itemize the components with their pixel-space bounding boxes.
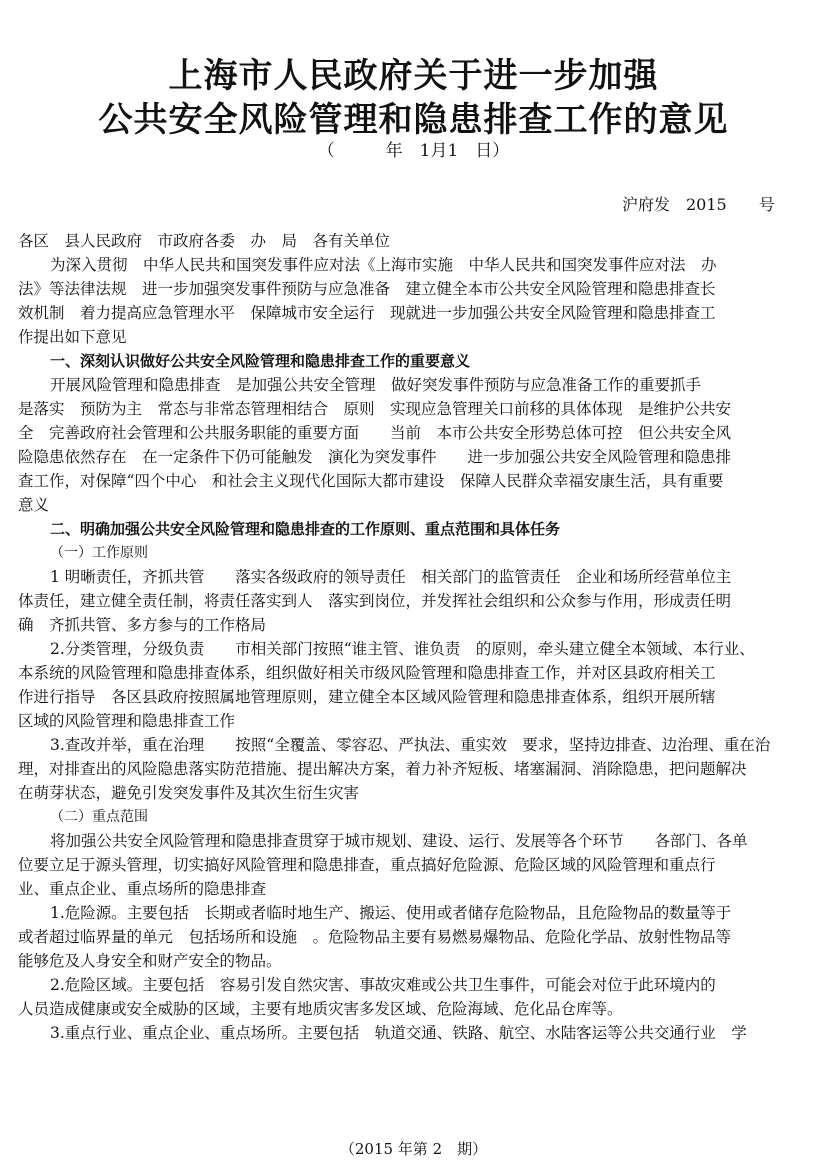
paragraph-line: 1 明晰责任，齐抓共管 落实各级政府的领导责任 相关部门的监管责任 企业和场所经营单位主	[50, 568, 732, 586]
title-line-2: 公共安全风险管理和隐患排查工作的意见	[98, 100, 729, 140]
addressee-line: 各区 县人民政府 市政府各委 办 局 各有关单位	[18, 232, 391, 250]
paragraph-line: 在萌芽状态，避免引发突发事件及其次生衍生灾害	[18, 784, 360, 802]
subsection-heading: （二）重点范围	[50, 809, 148, 825]
paragraph-line: 1.危险源。主要包括 长期或者临时地生产、搬运、使用或者储存危险物品，且危险物品的数量等于	[50, 904, 732, 922]
paragraph-line: 位要立足于源头管理，切实搞好风险管理和隐患排查，重点搞好危险源、危险区域的风险管理和重点行	[18, 856, 716, 874]
paragraph-line: 是落实 预防为主 常态与非常态管理相结合 原则 实现应急管理关口前移的具体体现 是维护公共安	[18, 400, 732, 418]
paragraph-line: 效机制 着力提高应急管理水平 保障城市安全运行 现就进一步加强公共安全风险管理和隐患排查工	[18, 304, 716, 322]
paragraph-line: 开展风险管理和隐患排查 是加强公共安全管理 做好突发事件预防与应急准备工作的重要抓手	[50, 376, 702, 394]
paragraph-line: 或者超过临界量的单元 包括场所和设施 。危险物品主要有易燃易爆物品、危险化学品、放射性物品等	[18, 928, 732, 946]
paragraph-line: 人员造成健康或安全威胁的区域，主要有地质灾害多发区域、危险海域、危化品仓库等。	[18, 1000, 623, 1018]
paragraph-line: 法》等法律法规 进一步加强突发事件预防与应急准备 建立健全本市公共安全风险管理和隐患排查长	[18, 280, 716, 298]
paragraph-line: 将加强公共安全风险管理和隐患排查贯穿于城市规划、建设、运行、发展等各个环节 各部门、各单	[50, 832, 748, 850]
paragraph-line: 全 完善政府社会管理和公共服务职能的重要方面 当前 本市公共安全形势总体可控 但公共安全风	[18, 424, 732, 442]
paragraph-line: 2.分类管理，分级负责 市相关部门按照“谁主管、谁负责 的原则，牵头建立健全本领域、本行业、	[50, 640, 755, 658]
issue-date: （ 年 1月1 日）	[317, 141, 510, 161]
paragraph-line: 3.重点行业、重点企业、重点场所。主要包括 轨道交通、铁路、航空、水陆客运等公共交通行业 学	[50, 1024, 747, 1042]
paragraph-line: 能够危及人身安全和财产安全的物品。	[18, 952, 282, 970]
subsection-heading: （一）工作原则	[50, 545, 148, 561]
paragraph-line: 区域的风险管理和隐患排查工作	[18, 712, 236, 730]
paragraph-line: 体责任，建立健全责任制，将责任落实到人 落实到岗位，并发挥社会组织和公众参与作用，形成责任明	[18, 592, 732, 610]
issue-footer: （2015 年第 2 期）	[339, 1140, 488, 1158]
paragraph-line: 理，对排查出的风险隐患落实防范措施、提出解决方案，着力补齐短板、堵塞漏洞、消除隐患，把问题解决	[18, 760, 747, 778]
paragraph-line: 作进行指导 各区县政府按照属地管理原则，建立健全本区域风险管理和隐患排查体系，组织开展所辖	[18, 688, 716, 706]
paragraph-line: 确 齐抓共管、多方参与的工作格局	[18, 616, 267, 634]
paragraph-line: 2.危险区域。主要包括 容易引发自然灾害、事故灾难或公共卫生事件，可能会对位于此环境内的	[50, 976, 716, 994]
section-heading: 二、明确加强公共安全风险管理和隐患排查的工作原则、重点范围和具体任务	[50, 520, 561, 538]
paragraph-line: 意义	[18, 496, 50, 514]
paragraph-line: 3.查改并举，重在治理 按照“全覆盖、零容忍、严执法、重实效 要求，坚持边排查、边治理、重在治	[50, 736, 771, 754]
paragraph-line: 业、重点企业、重点场所的隐患排查	[18, 880, 267, 898]
title-line-1: 上海市人民政府关于进一步加强	[168, 56, 659, 96]
document-body	[18, 229, 814, 1045]
section-heading: 一、深刻认识做好公共安全风险管理和隐患排查工作的重要意义	[50, 352, 471, 370]
paragraph-line: 本系统的风险管理和隐患排查体系，组织做好相关市级风险管理和隐患排查工作，并对区县政府相关工	[18, 664, 716, 682]
paragraph-line: 作提出如下意见	[18, 328, 127, 346]
paragraph-line: 险隐患依然存在 在一定条件下仍可能触发 演化为突发事件 进一步加强公共安全风险管理和隐患排	[18, 448, 732, 466]
paragraph-line: 查工作，对保障“四个中心 和社会主义现代化国际大都市建设 保障人民群众幸福安康生活，具有重要	[18, 472, 724, 490]
document-number: 沪府发 2015 号	[622, 195, 775, 214]
paragraph-line: 为深入贯彻 中华人民共和国突发事件应对法《上海市实施 中华人民共和国突发事件应对法 办	[50, 256, 717, 274]
